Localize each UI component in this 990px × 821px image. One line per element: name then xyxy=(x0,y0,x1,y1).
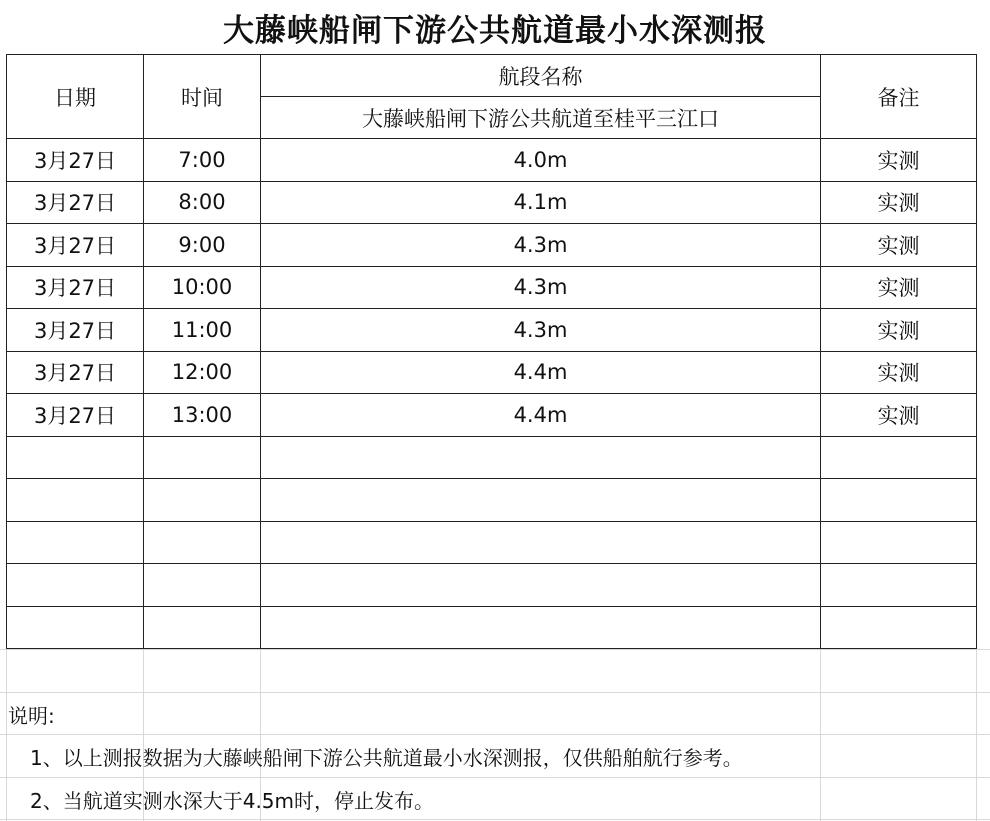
empty-cell[interactable] xyxy=(144,521,261,564)
grid-row-line xyxy=(0,734,990,735)
remark-cell[interactable]: 实测 xyxy=(821,309,977,352)
remark-cell[interactable]: 实测 xyxy=(821,266,977,309)
time-cell[interactable]: 7:00 xyxy=(144,139,261,182)
depth-cell[interactable]: 4.3m xyxy=(261,309,821,352)
remark-cell[interactable]: 实测 xyxy=(821,351,977,394)
empty-cell[interactable] xyxy=(144,606,261,649)
empty-cell[interactable] xyxy=(261,564,821,607)
time-cell[interactable]: 13:00 xyxy=(144,394,261,437)
empty-table-row xyxy=(7,606,977,649)
grid-row-line xyxy=(0,777,990,778)
empty-cell[interactable] xyxy=(7,479,144,522)
depth-cell[interactable]: 4.3m xyxy=(261,224,821,267)
table-row xyxy=(7,394,977,437)
grid-row-line xyxy=(0,649,990,650)
table-row xyxy=(7,309,977,352)
empty-cell[interactable] xyxy=(261,521,821,564)
empty-table-row xyxy=(7,564,977,607)
date-cell[interactable]: 3月27日 xyxy=(7,351,144,394)
date-cell[interactable]: 3月27日 xyxy=(7,394,144,437)
header-section-value[interactable]: 大藤峡船闸下游公共航道至桂平三江口 xyxy=(261,97,821,139)
time-cell[interactable]: 12:00 xyxy=(144,351,261,394)
time-cell[interactable]: 11:00 xyxy=(144,309,261,352)
empty-table-row xyxy=(7,521,977,564)
time-cell[interactable]: 10:00 xyxy=(144,266,261,309)
empty-table-row xyxy=(7,479,977,522)
date-cell[interactable]: 3月27日 xyxy=(7,224,144,267)
remark-cell[interactable]: 实测 xyxy=(821,181,977,224)
depth-cell[interactable]: 4.4m xyxy=(261,394,821,437)
grid-row-line xyxy=(0,819,990,820)
empty-cell[interactable] xyxy=(821,564,977,607)
header-time[interactable]: 时间 xyxy=(144,55,261,139)
empty-cell[interactable] xyxy=(261,479,821,522)
table-row xyxy=(7,266,977,309)
depth-cell[interactable]: 4.4m xyxy=(261,351,821,394)
empty-cell[interactable] xyxy=(7,564,144,607)
depth-cell[interactable]: 4.1m xyxy=(261,181,821,224)
empty-table-row xyxy=(7,436,977,479)
empty-cell[interactable] xyxy=(261,606,821,649)
empty-cell[interactable] xyxy=(261,436,821,479)
depth-cell[interactable]: 4.3m xyxy=(261,266,821,309)
date-cell[interactable]: 3月27日 xyxy=(7,309,144,352)
empty-cell[interactable] xyxy=(7,606,144,649)
header-date[interactable]: 日期 xyxy=(7,55,144,139)
remark-cell[interactable]: 实测 xyxy=(821,394,977,437)
header-remark[interactable]: 备注 xyxy=(821,55,977,139)
empty-cell[interactable] xyxy=(7,521,144,564)
empty-cell[interactable] xyxy=(144,479,261,522)
table-row xyxy=(7,181,977,224)
date-cell[interactable]: 3月27日 xyxy=(7,266,144,309)
depth-cell[interactable]: 4.0m xyxy=(261,139,821,182)
grid-row-line xyxy=(0,692,990,693)
page-title: 大藤峡船闸下游公共航道最小水深测报 xyxy=(0,0,990,54)
remark-cell[interactable]: 实测 xyxy=(821,224,977,267)
empty-cell[interactable] xyxy=(821,479,977,522)
table-row xyxy=(7,224,977,267)
remark-cell[interactable]: 实测 xyxy=(821,139,977,182)
note-item-1: 1、以上测报数据为大藤峡船闸下游公共航道最小水深测报，仅供船舶航行参考。 xyxy=(30,746,743,770)
empty-cell[interactable] xyxy=(821,606,977,649)
time-cell[interactable]: 8:00 xyxy=(144,181,261,224)
notes-heading: 说明: xyxy=(8,704,55,728)
water-depth-table xyxy=(6,54,977,649)
empty-cell[interactable] xyxy=(821,521,977,564)
date-cell[interactable]: 3月27日 xyxy=(7,181,144,224)
header-section-name[interactable]: 航段名称 xyxy=(261,55,821,97)
table-row xyxy=(7,139,977,182)
note-item-2: 2、当航道实测水深大于4.5m时，停止发布。 xyxy=(30,789,435,813)
date-cell[interactable]: 3月27日 xyxy=(7,139,144,182)
empty-cell[interactable] xyxy=(821,436,977,479)
time-cell[interactable]: 9:00 xyxy=(144,224,261,267)
table-row xyxy=(7,351,977,394)
empty-cell[interactable] xyxy=(7,436,144,479)
header-row-top xyxy=(7,55,977,97)
empty-cell[interactable] xyxy=(144,564,261,607)
empty-cell[interactable] xyxy=(144,436,261,479)
